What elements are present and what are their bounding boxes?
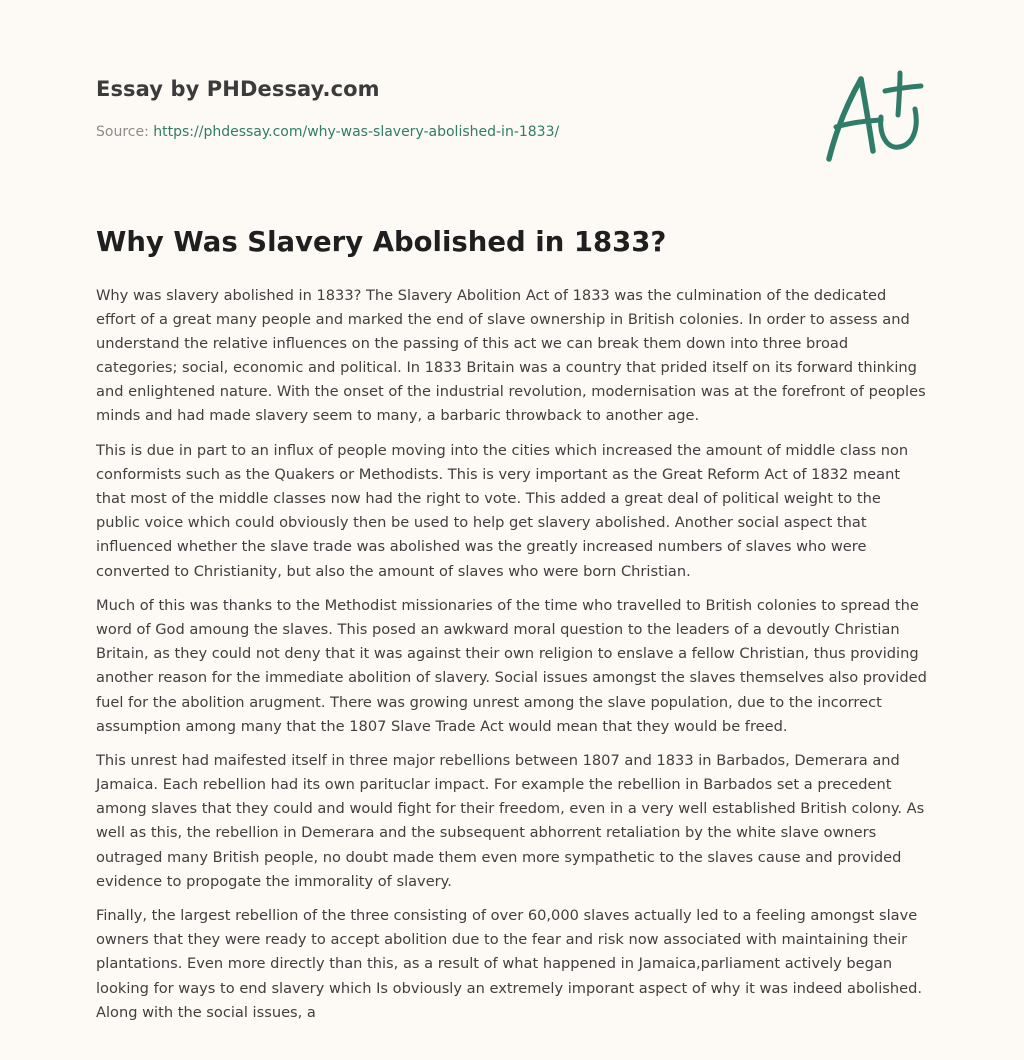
source-line: [96, 124, 559, 140]
source-link[interactable]: https://phdessay.com/why-was-slavery-abolished-in-1833/: [153, 124, 560, 140]
essay-paragraph: Finally, the largest rebellion of the three consisting of over 60,000 slaves actually led to a feeling amongst slave owners that they were ready to accept abolition due to the fear and risk now associated with maintaining their plantations. Even more directly than this, as a result of what happened in Jamaica,parliament actively began looking for ways to end slavery which Is obviously an extremely imporant aspect of why it was indeed abolished. Along with the social issues, a: [96, 907, 923, 1021]
essay-page: [96, 0, 928, 1060]
essay-paragraph: Why was slavery abolished in 1833? The Slavery Abolition Act of 1833 was the culmination of the dedicated effort of a great many people and marked the end of slave ownership in British colonies. In order to assess and understand the relative influences on the passing of this act we can break them down into three broad categories; social, economic and political. In 1833 Britain was a country that prided itself on its forward thinking and enlightened nature. With the onset of the industrial revolution, modernisation was at the forefront of peoples minds and had made slavery seem to many, a barbaric throwback to another age.: [96, 287, 926, 425]
essay-title: Why Was Slavery Abolished in 1833?: [96, 226, 667, 258]
source-label: Source:: [96, 124, 149, 140]
essay-paragraph: This unrest had maifested itself in three major rebellions between 1807 and 1833 in Barbados, Demerara and Jamaica. Each rebellion had its own parituclar impact. For example the rebellion in Barbados set a precedent among slaves that they could and would fight for their freedom, even in a very well established British colony. As well as this, the rebellion in Demerara and the subsequent abhorrent retaliation by the white slave owners outraged many British people, no doubt made them even more sympathetic to the slaves cause and provided evidence to propogate the immorality of slavery.: [96, 752, 925, 890]
essay-body: [96, 284, 928, 1035]
essay-paragraph: Much of this was thanks to the Methodist missionaries of the time who travelled to British colonies to spread the word of God amoung the slaves. This posed an awkward moral question to the leaders of a devoutly Christian Britain, as they could not deny that it was against their own religion to enslave a fellow Christian, thus providing another reason for the immediate abolition of slavery. Social issues amongst the slaves themselves also provided fuel for the abolition arugment. There was growing unrest among the slave population, due to the incorrect assumption among many that the 1807 Slave Trade Act would mean that they would be freed.: [96, 597, 927, 735]
a-plus-logo-icon: [823, 65, 928, 165]
site-brand-title: Essay by PHDessay.com: [96, 77, 380, 101]
essay-paragraph: This is due in part to an influx of people moving into the cities which increased the amount of middle class non conformists such as the Quakers or Methodists. This is very important as the Great Reform Act of 1832 meant that most of the middle classes now had the right to vote. This added a great deal of political weight to the public voice which could obviously then be used to help get slavery abolished. Another social aspect that influenced whether the slave trade was abolished was the greatly increased numbers of slaves who were converted to Christianity, but also the amount of slaves who were born Christian.: [96, 442, 909, 580]
